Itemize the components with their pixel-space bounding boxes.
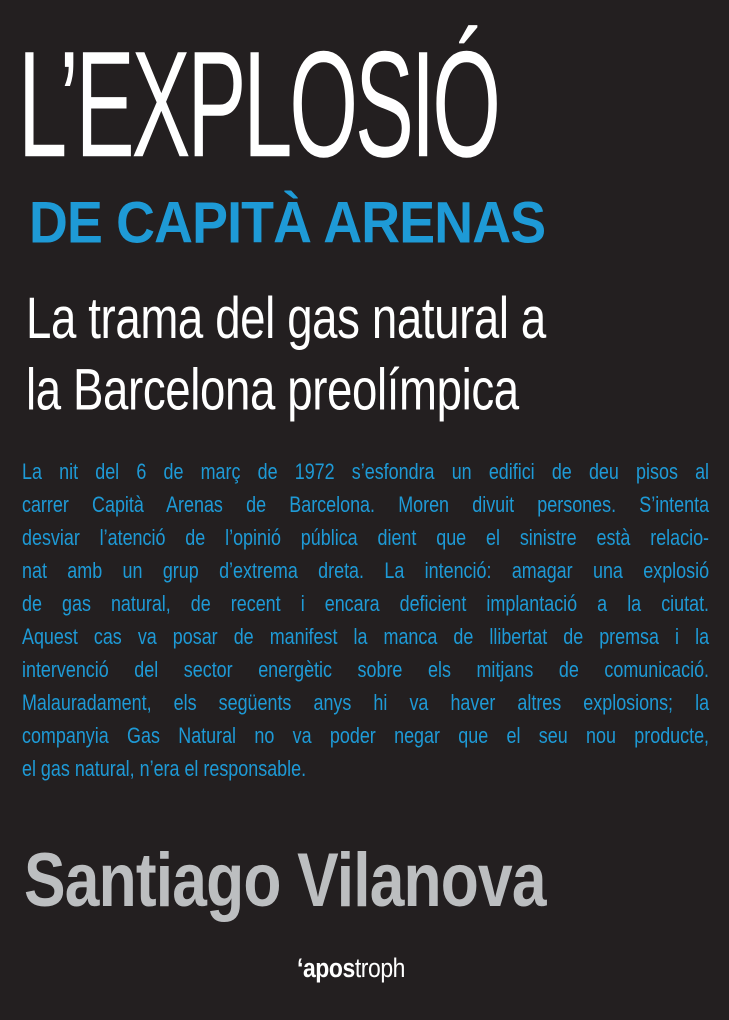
blurb-line: desviar l’atenció de l’opinió pública dient que el sinistre està relacio- [22, 525, 710, 550]
book-title [18, 20, 571, 190]
blurb-line: carrer Capità Arenas de Barcelona. Moren divuit persones. S’intenta [22, 492, 710, 517]
tagline-line: La trama del gas natural a [26, 284, 546, 351]
publisher-logo-bold: ‘apos [297, 953, 355, 983]
book-blurb [22, 455, 709, 785]
blurb-line: companyia Gas Natural no va poder negar que el seu nou producte, [22, 723, 710, 748]
author-name: Santiago Vilanova [24, 838, 546, 923]
blurb-line: intervenció del sector energètic sobre els mitjans de comunicació. [22, 657, 710, 682]
publisher-logo-light: troph [354, 953, 406, 983]
blurb-line: Malauradament, els següents anys hi va haver altres explosions; la [22, 690, 710, 715]
blurb-line: de gas natural, de recent i encara deficient implantació a la ciutat. [22, 591, 710, 616]
blurb-line: el gas natural, n’era el responsable. [22, 756, 307, 781]
tagline-line: la Barcelona preolímpica [26, 356, 519, 423]
book-subtitle: DE CAPITÀ ARENAS [29, 189, 546, 256]
publisher-logo [297, 952, 405, 984]
blurb-line: La nit del 6 de març de 1972 s’esfondra un edifici de deu pisos al [22, 459, 710, 484]
blurb-line: nat amb un grup d’extrema dreta. La intenció: amagar una explosió [22, 558, 710, 583]
book-title-text: L’EXPLOSIÓ [18, 19, 498, 189]
book-tagline [26, 282, 710, 425]
blurb-line: Aquest cas va posar de manifest la manca de llibertat de premsa i la [22, 624, 710, 649]
